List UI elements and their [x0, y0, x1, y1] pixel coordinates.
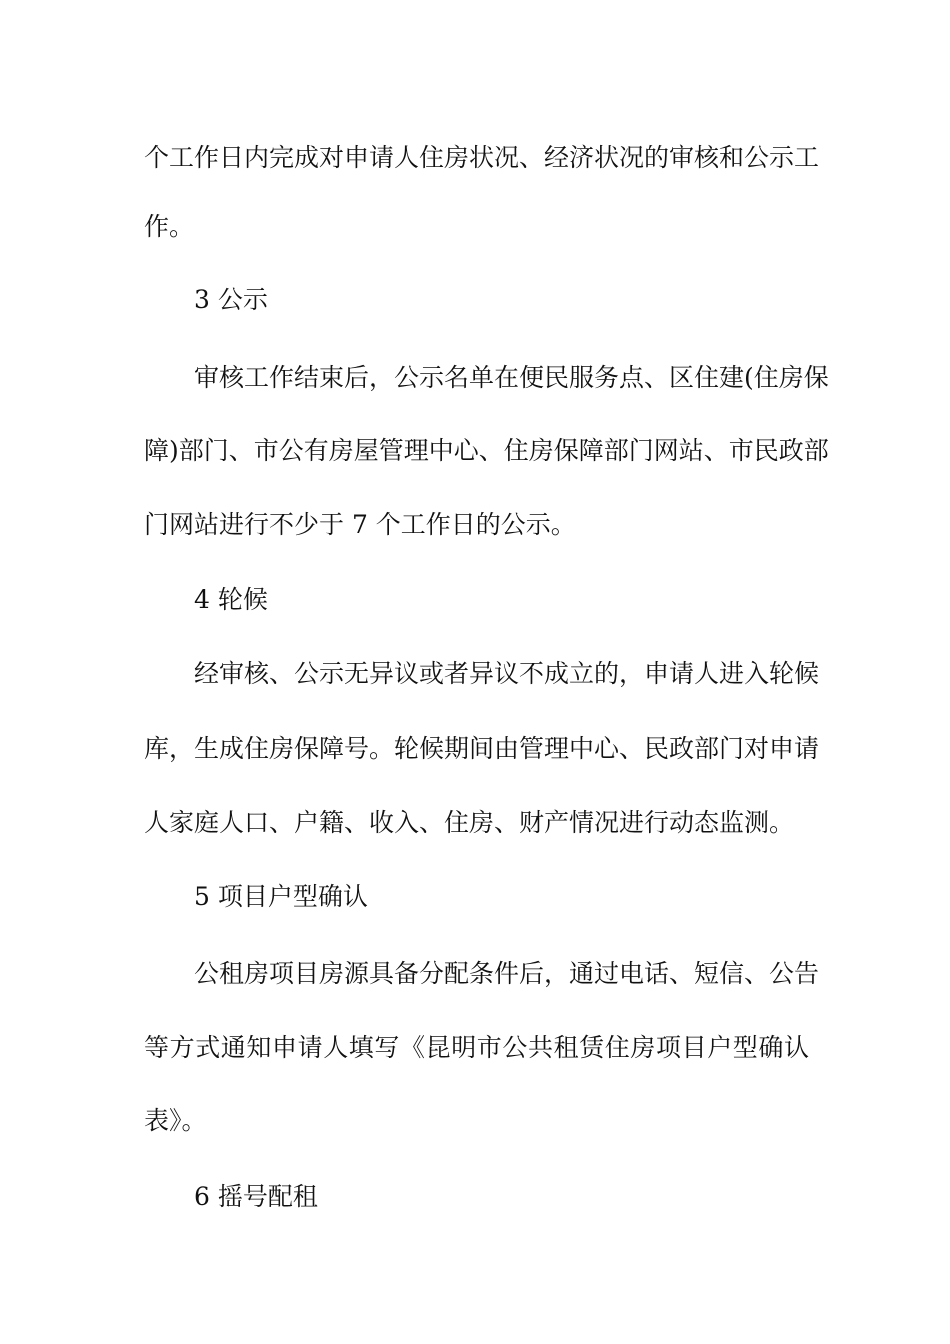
- paragraph-line: 个工作日内完成对申请人住房状况、经济状况的审核和公示工: [144, 143, 820, 172]
- paragraph-line: 等方式通知申请人填写《昆明市公共租赁住房项目户型确认: [144, 1033, 809, 1062]
- paragraph-line: 障)部门、市公有房屋管理中心、住房保障部门网站、市民政部: [144, 436, 829, 465]
- paragraph-line: 审核工作结束后，公示名单在便民服务点、区住建(住房保: [194, 363, 829, 392]
- paragraph-line: 表》。: [144, 1106, 207, 1135]
- paragraph-line: 公租房项目房源具备分配条件后，通过电话、短信、公告: [194, 959, 820, 988]
- section-heading: 4 轮候: [194, 585, 268, 614]
- paragraph-line: 库，生成住房保障号。轮候期间由管理中心、民政部门对申请: [144, 734, 820, 763]
- paragraph-line: 人家庭人口、户籍、收入、住房、财产情况进行动态监测。: [144, 808, 795, 837]
- section-heading: 5 项目户型确认: [194, 882, 368, 911]
- paragraph-line: 门网站进行不少于 7 个工作日的公示。: [144, 510, 576, 539]
- section-heading: 3 公示: [194, 285, 268, 314]
- paragraph-line: 经审核、公示无异议或者异议不成立的，申请人进入轮候: [194, 659, 820, 688]
- paragraph-line: 作。: [144, 212, 195, 241]
- section-heading: 6 摇号配租: [194, 1182, 318, 1211]
